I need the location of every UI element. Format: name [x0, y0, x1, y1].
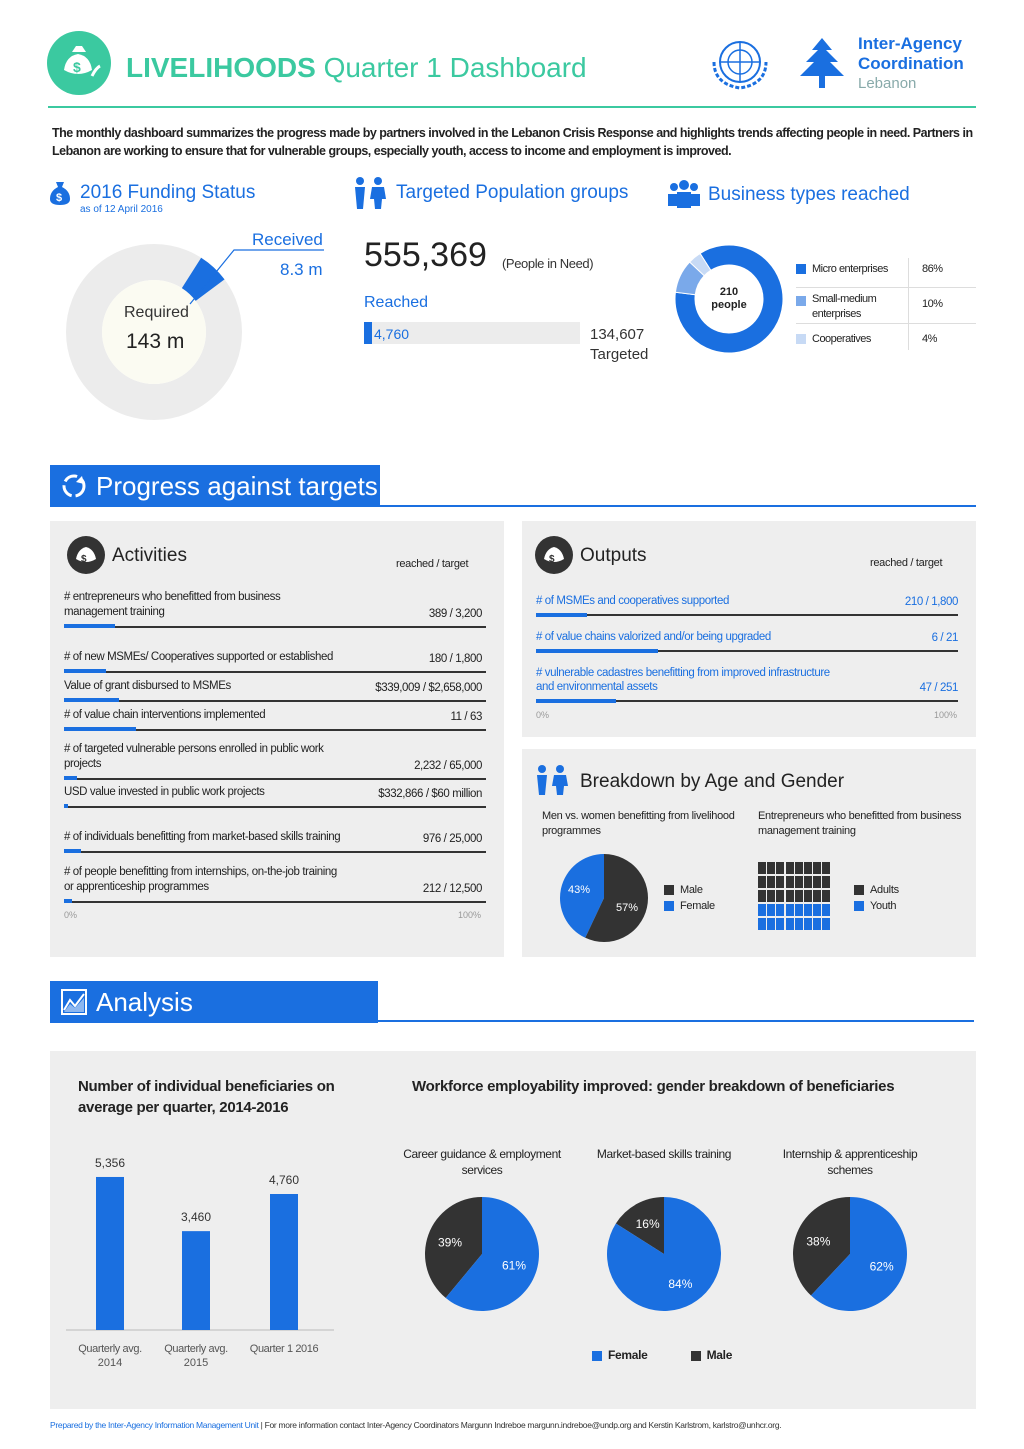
bar-1 — [182, 1231, 210, 1330]
output-label: # vulnerable cadastres benefitting from improved infrastructure and environmental assets — [536, 667, 830, 693]
workforce-pie-title: Internship & apprenticeship schemes — [782, 1147, 918, 1177]
activity-value: 11 / 63 — [450, 711, 482, 723]
activity-label: # of new MSMEs/ Cooperatives supported or established — [64, 651, 334, 663]
pie-male-label: 39% — [437, 1235, 463, 1250]
waffle-cell — [804, 876, 812, 888]
pie-male-label: 16% — [635, 1217, 660, 1232]
legend-swatch-small-medium — [796, 296, 806, 306]
title-bold: LIVELIHOODS — [126, 52, 316, 83]
waffle-cell — [822, 890, 830, 902]
waffle-cell — [776, 904, 784, 916]
activity-track — [64, 901, 486, 903]
population-section — [352, 176, 662, 376]
activity-track — [64, 851, 486, 853]
activity-row — [64, 586, 486, 628]
activity-row — [64, 814, 486, 853]
bar-category-label: Quarterly avg. — [164, 1343, 228, 1355]
intro-text: The monthly dashboard summarizes the progress made by partners involved in the Lebanon Crisis Response and highlights trends affecting people in need. Partners in Lebanon are working to ensure that for vulnerable groups, especially youth, access to income and employment is improved. — [52, 126, 973, 158]
activity-row — [64, 634, 486, 673]
funding-title: 2016 Funding Status — [80, 182, 256, 203]
gender-pie — [558, 852, 650, 944]
waffle-cell — [786, 904, 794, 916]
business-title: Business types reached — [708, 184, 910, 205]
un-emblem-icon — [704, 32, 776, 94]
waffle-cell — [786, 918, 794, 930]
pie-female-label: 61% — [501, 1258, 527, 1273]
workforce-title: Workforce employability improved: gender breakdown of beneficiaries — [412, 1078, 895, 1095]
activity-track — [64, 700, 486, 702]
activity-label: # of individuals benefitting from market-based skills training — [64, 831, 341, 843]
workforce-legend-female — [592, 1348, 648, 1362]
waffle-cell — [767, 876, 775, 888]
header — [44, 28, 978, 110]
workforce-swatch-female — [592, 1351, 602, 1361]
bar-2 — [270, 1194, 298, 1330]
reached-value: 4,760 — [374, 326, 410, 342]
waffle-cell — [758, 904, 766, 916]
received-label: Received — [252, 230, 323, 249]
legend-swatch-youth — [854, 901, 864, 911]
header-divider — [48, 106, 976, 108]
waffle-cell — [758, 890, 766, 902]
breakdown-title: Breakdown by Age and Gender — [580, 771, 845, 792]
waffle-cell — [786, 876, 794, 888]
cedar-icon — [792, 36, 852, 94]
waffle-cell — [822, 876, 830, 888]
analysis-section-header — [50, 981, 378, 1023]
svg-text:$: $ — [56, 192, 63, 204]
activity-label: USD value invested in public work projects — [64, 786, 265, 798]
gender-female-pct: 43% — [568, 884, 591, 896]
org-line2: Coordination — [858, 54, 964, 73]
activities-icon — [66, 535, 106, 575]
activity-progress-fill — [64, 849, 81, 853]
family-icon — [534, 764, 570, 796]
activity-progress-fill — [64, 624, 115, 628]
bar-value-label: 5,356 — [94, 1155, 126, 1170]
workforce-swatch-male — [691, 1351, 701, 1361]
waffle-cell — [822, 918, 830, 930]
bar-value-label: 4,760 — [268, 1173, 300, 1187]
activity-track — [64, 806, 486, 808]
output-track — [536, 614, 958, 616]
activity-label: # of targeted vulnerable persons enrolled in public work projects — [64, 743, 324, 770]
waffle-cell — [758, 918, 766, 930]
svg-text:$: $ — [549, 554, 555, 565]
waffle-cell — [767, 890, 775, 902]
bar-category-year: 2014 — [97, 1357, 123, 1369]
required-value: 143 m — [126, 330, 185, 353]
age-waffle-chart — [758, 862, 832, 932]
analysis-section-line — [378, 1020, 974, 1022]
bar-category-label: Quarter 1 2016 — [249, 1343, 319, 1355]
business-pct-2: 4% — [922, 333, 937, 345]
waffle-cell — [767, 918, 775, 930]
reached-label: Reached — [364, 294, 429, 311]
org-name — [858, 34, 964, 94]
activity-progress-fill — [64, 776, 77, 780]
progress-title: Progress against targets — [96, 470, 378, 501]
gender-pie-title: Men vs. women benefitting from livelihood programmes — [542, 810, 735, 837]
outputs-title: Outputs — [580, 545, 647, 566]
waffle-cell — [786, 862, 794, 874]
waffle-cell — [822, 862, 830, 874]
waffle-cell — [804, 862, 812, 874]
waffle-cell — [795, 890, 803, 902]
activity-progress-fill — [64, 669, 106, 673]
outputs-axis-min: 0% — [536, 710, 550, 720]
activity-row — [64, 679, 486, 702]
output-row — [536, 624, 958, 652]
group-icon — [666, 180, 702, 208]
progress-section-header — [50, 465, 380, 507]
activity-value: 180 / 1,800 — [428, 653, 482, 665]
legend-swatch-male — [664, 885, 674, 895]
bar-category-year: 2015 — [183, 1357, 209, 1369]
bar-chart-title: Number of individual beneficiaries on average per quarter, 2014-2016 — [78, 1078, 335, 1116]
activity-progress-fill — [64, 899, 72, 903]
activities-axis-min: 0% — [64, 910, 78, 920]
footer-prepared: Prepared by the Inter-Agency Information Management Unit — [50, 1420, 259, 1430]
activity-progress-fill — [64, 698, 119, 702]
activity-value: 389 / 3,200 — [428, 608, 482, 620]
waffle-title: Entrepreneurs who benefitted from business management training — [758, 810, 962, 837]
waffle-cell — [795, 876, 803, 888]
waffle-cell — [822, 904, 830, 916]
business-pct-0: 86% — [922, 263, 943, 275]
pin-value: 555,369 — [364, 236, 487, 274]
org-line3: Lebanon — [858, 75, 917, 92]
business-legend-item — [796, 292, 976, 324]
output-label: # of value chains valorized and/or being upgraded — [536, 631, 771, 643]
legend-youth-label: Youth — [870, 900, 897, 912]
waffle-cell — [813, 862, 821, 874]
business-label-0: Micro enterprises — [812, 263, 888, 275]
activities-col-header: reached / target — [396, 558, 469, 570]
legend-male-label: Male — [680, 884, 703, 896]
legend-youth — [854, 898, 899, 914]
legend-divider — [908, 258, 909, 350]
activity-value: $332,866 / $60 million — [378, 788, 482, 800]
output-label: # of MSMEs and cooperatives supported — [536, 595, 729, 607]
activity-label: # of value chain interventions implemented — [64, 709, 266, 721]
analysis-title: Analysis — [96, 986, 193, 1017]
legend-swatch-cooperatives — [796, 334, 806, 344]
business-legend-item — [796, 332, 976, 352]
activity-track — [64, 778, 486, 780]
targeted-label: Targeted — [590, 346, 649, 363]
waffle-cell — [776, 918, 784, 930]
refresh-icon — [60, 472, 88, 500]
waffle-cell — [804, 904, 812, 916]
waffle-cell — [795, 862, 803, 874]
outputs-icon — [534, 535, 574, 575]
output-row — [536, 588, 958, 616]
activity-label: # of people benefitting from internships, on-the-job training or apprenticeship programmes — [64, 866, 337, 893]
output-value: 47 / 251 — [919, 682, 958, 694]
legend-female-label: Female — [680, 900, 715, 912]
page-title — [126, 52, 587, 84]
business-label-2: Cooperatives — [812, 333, 871, 345]
workforce-pie — [792, 1196, 908, 1312]
workforce-pie-title: Career guidance & employment services — [403, 1147, 561, 1177]
activity-value: 212 / 12,500 — [422, 883, 482, 895]
waffle-cell — [813, 904, 821, 916]
progress-section-line — [380, 505, 976, 507]
bar-category-label: Quarterly avg. — [78, 1343, 142, 1355]
svg-text:$: $ — [73, 59, 81, 75]
svg-text:$: $ — [81, 554, 87, 565]
activity-row — [64, 708, 486, 731]
business-center-label: people — [711, 299, 747, 311]
footer-contact: | For more information contact Inter-Agency Coordinators Margunn Indreboe margunn.indreboe@undp.org and Kerstin Karlstrom, karlstro@unhcr.org. — [258, 1420, 782, 1430]
activity-row — [64, 786, 486, 808]
workforce-legend-male — [691, 1348, 732, 1362]
legend-adults-label: Adults — [870, 884, 899, 896]
business-section — [666, 178, 978, 378]
required-label: Required — [124, 304, 189, 321]
output-value: 6 / 21 — [931, 632, 958, 644]
waffle-cell — [786, 890, 794, 902]
business-label-1: Small-medium enterprises — [812, 293, 877, 320]
waffle-cell — [804, 890, 812, 902]
waffle-cell — [813, 890, 821, 902]
output-row — [536, 660, 958, 702]
bar-value-label: 3,460 — [180, 1210, 212, 1225]
activity-value: $339,009 / $2,658,000 — [375, 682, 482, 694]
age-legend — [854, 882, 899, 914]
workforce-pie-title: Market-based skills training — [596, 1147, 732, 1161]
org-line1: Inter-Agency — [858, 34, 962, 53]
workforce-legend — [592, 1348, 732, 1362]
pie-female-label: 84% — [668, 1276, 693, 1291]
legend-female — [664, 898, 715, 914]
activity-value: 2,232 / 65,000 — [414, 760, 482, 772]
beneficiaries-bar-chart — [66, 1140, 336, 1380]
population-title: Targeted Population groups — [396, 182, 629, 203]
waffle-cell — [813, 876, 821, 888]
waffle-cell — [758, 862, 766, 874]
outputs-col-header: reached / target — [870, 557, 943, 569]
waffle-cell — [758, 876, 766, 888]
output-progress-fill — [536, 649, 658, 653]
legend-adults — [854, 882, 899, 898]
pie-female-label: 62% — [869, 1259, 894, 1274]
funding-asof: as of 12 April 2016 — [80, 204, 163, 215]
activities-axis-max: 100% — [458, 910, 482, 920]
waffle-cell — [767, 862, 775, 874]
legend-swatch-female — [664, 901, 674, 911]
activity-label: # entrepreneurs who benefitted from business management training — [64, 591, 281, 618]
business-pct-1: 10% — [922, 298, 943, 310]
activities-title: Activities — [112, 545, 187, 566]
legend-swatch-adults — [854, 885, 864, 895]
waffle-cell — [795, 918, 803, 930]
activity-label: Value of grant disbursed to MSMEs — [64, 680, 231, 692]
reached-bar-fill — [364, 322, 372, 344]
legend-male — [664, 882, 715, 898]
people-icon — [352, 176, 388, 210]
waffle-cell — [776, 890, 784, 902]
business-center-value: 210 — [719, 286, 739, 298]
bar-0 — [96, 1177, 124, 1330]
activity-progress-fill — [64, 804, 68, 808]
waffle-cell — [813, 918, 821, 930]
outputs-axis-max: 100% — [934, 710, 958, 720]
livelihoods-logo-icon — [46, 30, 112, 96]
pin-label: (People in Need) — [502, 256, 594, 271]
waffle-cell — [776, 876, 784, 888]
output-value: 210 / 1,800 — [904, 596, 958, 608]
waffle-cell — [795, 904, 803, 916]
workforce-pie — [606, 1196, 722, 1312]
gender-male-pct: 57% — [616, 902, 639, 914]
title-rest: Quarter 1 Dashboard — [323, 52, 587, 83]
activity-row — [64, 859, 486, 903]
waffle-cell — [804, 918, 812, 930]
workforce-legend-male-label: Male — [706, 1348, 733, 1362]
activity-track — [64, 671, 486, 673]
business-legend-item — [796, 262, 976, 288]
money-bag-icon — [48, 180, 72, 206]
waffle-cell — [767, 904, 775, 916]
activity-value: 976 / 25,000 — [422, 833, 482, 845]
chart-icon — [60, 988, 88, 1016]
gender-legend — [664, 882, 715, 914]
activity-row — [64, 737, 486, 780]
targeted-value: 134,607 — [590, 326, 645, 343]
output-progress-fill — [536, 699, 616, 703]
activity-track — [64, 626, 486, 628]
workforce-legend-female-label: Female — [608, 1348, 648, 1362]
activity-progress-fill — [64, 727, 136, 731]
footer — [50, 1420, 980, 1430]
waffle-cell — [776, 862, 784, 874]
output-progress-fill — [536, 613, 587, 617]
funding-section — [48, 178, 338, 438]
pie-male-label: 38% — [806, 1234, 831, 1249]
legend-swatch-micro — [796, 264, 806, 274]
received-value: 8.3 m — [280, 260, 323, 279]
workforce-pie — [424, 1196, 540, 1312]
